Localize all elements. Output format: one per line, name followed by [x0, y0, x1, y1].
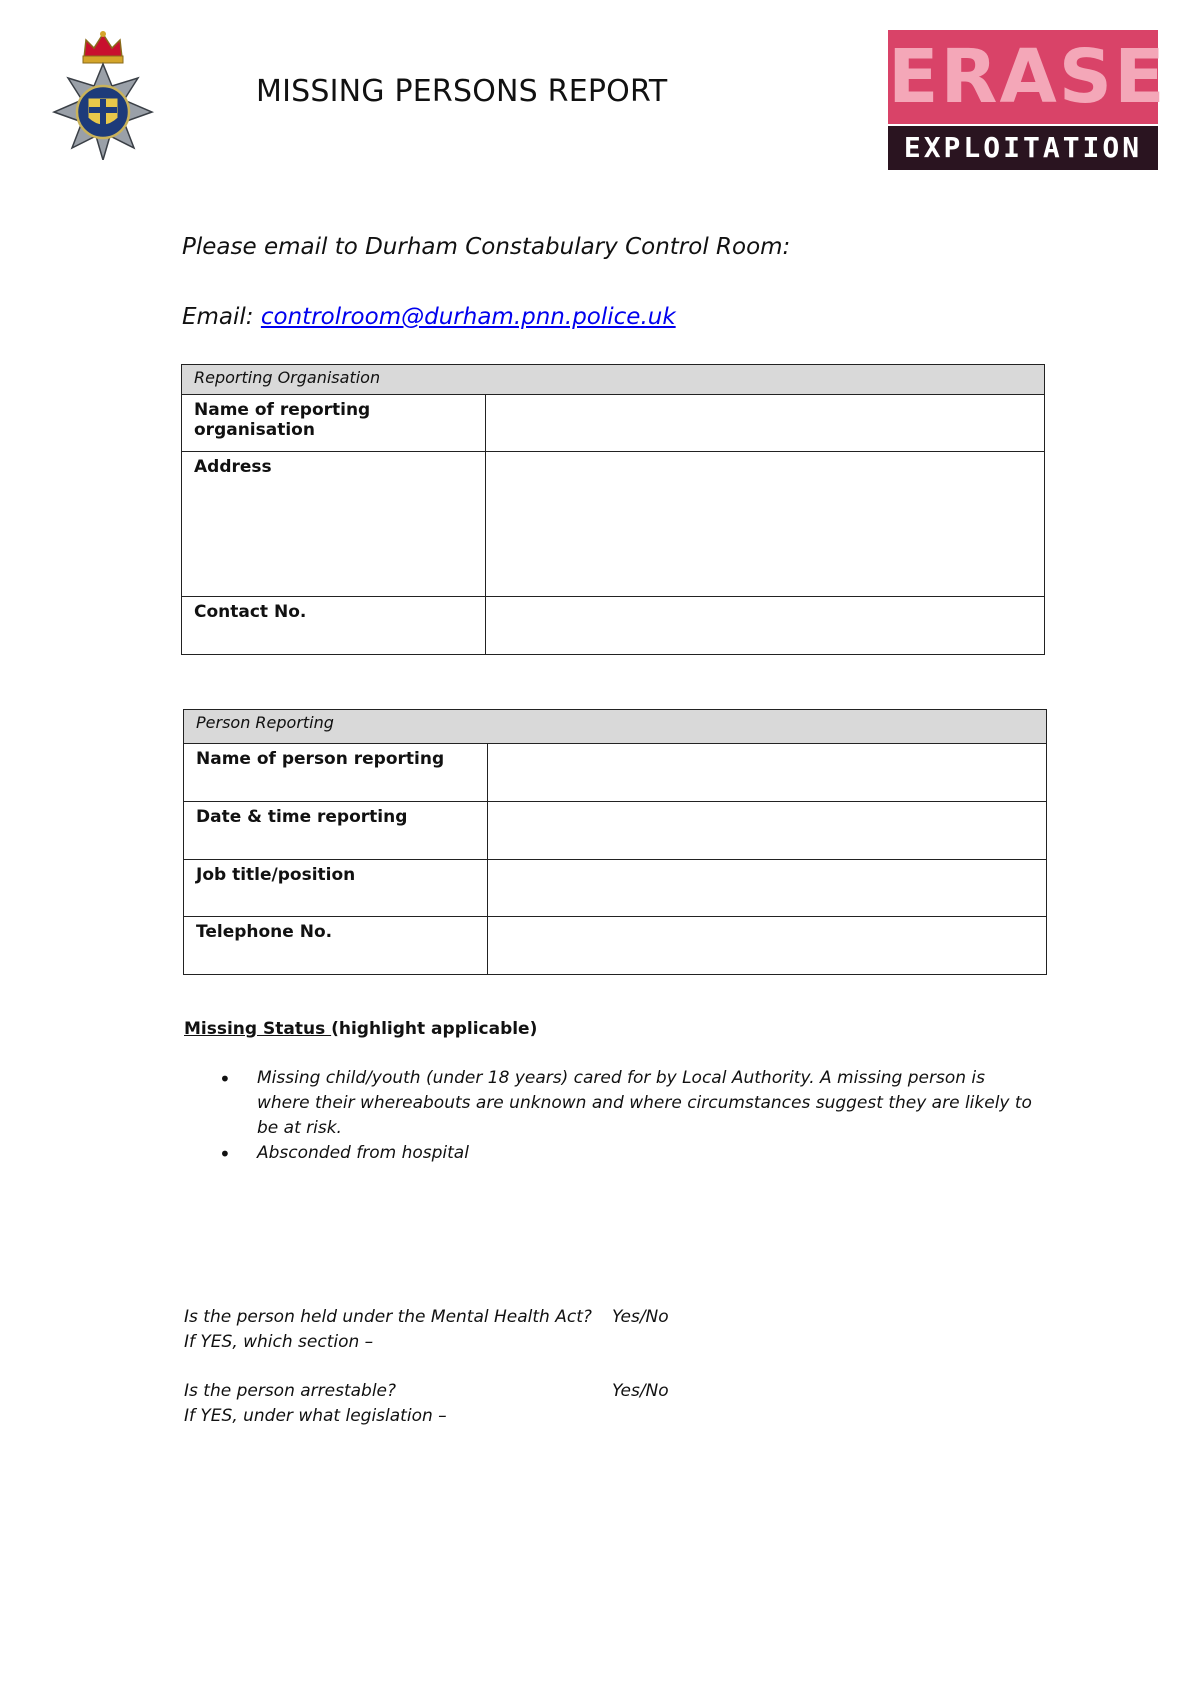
- answer-mental-health-act[interactable]: Yes/No: [612, 1307, 669, 1327]
- status-option-child-youth[interactable]: [219, 1066, 1037, 1141]
- field-person-name[interactable]: [488, 744, 1047, 802]
- person-reporting-table: [183, 709, 1047, 975]
- label-organisation-name: Name of reporting organisation: [182, 395, 486, 452]
- erase-exploitation-logo: [888, 30, 1167, 170]
- email-label: Email:: [182, 304, 261, 330]
- section-title-reporting-organisation: Reporting Organisation: [182, 365, 1045, 395]
- reporting-organisation-table: [181, 364, 1045, 655]
- missing-status-heading: [184, 1019, 537, 1039]
- answer-arrestable[interactable]: Yes/No: [612, 1381, 669, 1401]
- status-option-absconded-hospital[interactable]: [219, 1141, 1037, 1166]
- section-title-person-reporting: Person Reporting: [184, 710, 1047, 744]
- field-contact-no[interactable]: [486, 597, 1045, 655]
- field-telephone[interactable]: [488, 917, 1047, 975]
- bullet-icon: •: [219, 1142, 231, 1166]
- intro-instruction: Please email to Durham Constabulary Control Room:: [182, 234, 791, 260]
- label-contact-no: Contact No.: [182, 597, 486, 655]
- field-date-time[interactable]: [488, 802, 1047, 860]
- status-option-text: Missing child/youth (under 18 years) cared for by Local Authority. A missing person is where their whereabouts are unknown and where circumstances suggest they are likely to be at risk.: [257, 1068, 1032, 1138]
- question-arrestable: Is the person arrestable?: [184, 1381, 397, 1401]
- label-telephone: Telephone No.: [184, 917, 488, 975]
- email-link[interactable]: controlroom@durham.pnn.police.uk: [260, 304, 676, 330]
- missing-status-heading-rest: (highlight applicable): [331, 1019, 538, 1039]
- field-organisation-name[interactable]: [486, 395, 1045, 452]
- label-date-time: Date & time reporting: [184, 802, 488, 860]
- field-job-title[interactable]: [488, 860, 1047, 917]
- label-person-name: Name of person reporting: [184, 744, 488, 802]
- followup-arrestable: If YES, under what legislation –: [184, 1406, 447, 1426]
- label-job-title: Job title/position: [184, 860, 488, 917]
- field-address[interactable]: [486, 452, 1045, 597]
- label-address: Address: [182, 452, 486, 597]
- document-title: MISSING PERSONS REPORT: [256, 74, 668, 109]
- question-mental-health-act: Is the person held under the Mental Health Act?: [184, 1307, 592, 1327]
- police-crest-logo: [48, 28, 158, 160]
- followup-mental-health-act: If YES, which section –: [184, 1332, 374, 1352]
- erase-logo-bottom: EXPLOITATION: [888, 126, 1158, 170]
- missing-status-heading-underlined: Missing Status: [184, 1019, 332, 1039]
- email-line: [182, 304, 676, 330]
- erase-logo-top: ERASE: [888, 30, 1158, 124]
- bullet-icon: •: [219, 1067, 231, 1091]
- status-option-text: Absconded from hospital: [257, 1143, 469, 1163]
